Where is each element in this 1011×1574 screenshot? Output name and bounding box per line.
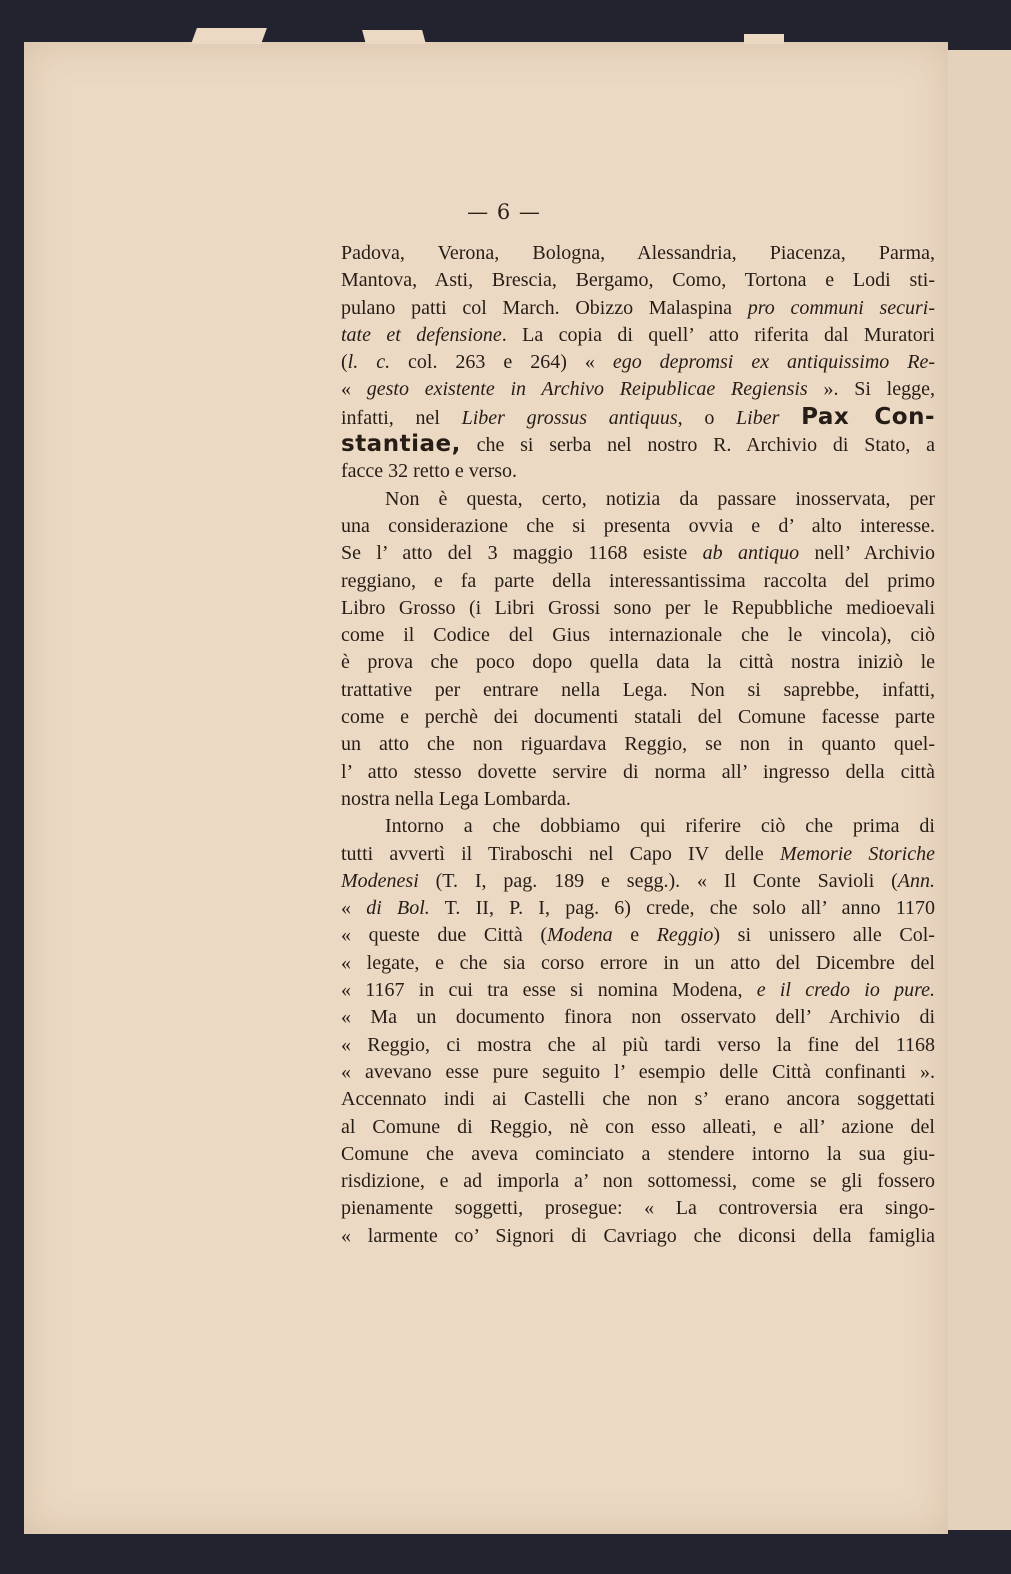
text-line bbox=[341, 431, 935, 458]
text-line bbox=[341, 595, 935, 622]
text-line bbox=[341, 704, 935, 731]
italic-text: Liber grossus antiquus bbox=[461, 406, 678, 429]
text-run: Mantova, Asti, Brescia, Bergamo, Como, Tortona e Lodi sti- bbox=[341, 269, 935, 292]
text-line bbox=[341, 1114, 935, 1141]
text-run: pulano patti col March. Obizzo Malaspina bbox=[341, 296, 748, 319]
text-run: . La copia di quell’ atto riferita dal Muratori bbox=[501, 323, 935, 346]
text-run: « legate, e che sia corso errore in un atto del Dicembre del bbox=[341, 951, 935, 974]
italic-text: tate et defensione bbox=[341, 323, 502, 346]
text-line bbox=[341, 731, 935, 758]
text-run: « avevano esse pure seguito l’ esempio delle Città confinanti ». bbox=[341, 1060, 935, 1083]
italic-text: gesto existente in Archivo Reipublicae Regiensis bbox=[366, 378, 808, 401]
text-run: infatti, nel bbox=[341, 406, 462, 429]
text-run: Non è questa, certo, notizia da passare inosservata, per bbox=[385, 487, 935, 510]
text-run: « queste due Città ( bbox=[341, 924, 548, 947]
text-run: l’ atto stesso dovette servire di norma all’ ingresso della città bbox=[341, 760, 935, 783]
blackletter-text: stantiae, bbox=[341, 431, 461, 458]
text-run: al Comune di Reggio, nè con esso alleati, e all’ azione del bbox=[341, 1115, 935, 1138]
text-line bbox=[341, 977, 935, 1004]
italic-text: di Bol. bbox=[366, 897, 430, 920]
text-run: T. II, P. I, pag. 6) crede, che solo all’ anno 1170 bbox=[429, 897, 935, 920]
text-line bbox=[341, 813, 935, 840]
text-line bbox=[341, 1004, 935, 1031]
text-line bbox=[341, 1086, 935, 1113]
text-run: nell’ Archivio bbox=[799, 542, 935, 565]
text-run: Padova, Verona, Bologna, Alessandria, Piacenza, Parma, bbox=[341, 242, 935, 264]
text-line bbox=[341, 267, 935, 294]
italic-text: Liber bbox=[736, 406, 780, 429]
text-run: (T. I, pag. 189 e segg.). « Il Conte Savioli ( bbox=[418, 869, 898, 892]
text-line bbox=[341, 1059, 935, 1086]
text-run: ». Si legge, bbox=[807, 378, 935, 401]
text-run: facce 32 retto e verso. bbox=[341, 460, 518, 483]
text-line bbox=[341, 295, 935, 322]
italic-text: ego depromsi ex antiquissimo Re- bbox=[612, 351, 935, 374]
italic-text: e il credo io pure. bbox=[756, 979, 935, 1002]
text-run: è prova che poco dopo quella data la città nostra iniziò le bbox=[341, 651, 935, 674]
text-run: nostra nella Lega Lombarda. bbox=[341, 787, 571, 810]
text-run: Libro Grosso (i Libri Grossi sono per le Repubbliche medioevali bbox=[341, 596, 935, 619]
torn-paper-edge bbox=[362, 30, 426, 44]
text-run: che si serba nel nostro R. Archivio di Stato, a bbox=[460, 434, 935, 457]
italic-text: l. c. bbox=[347, 351, 391, 374]
text-line bbox=[341, 349, 935, 376]
next-page-edge bbox=[945, 50, 1011, 1530]
text-line bbox=[341, 513, 935, 540]
italic-text: Ann. bbox=[897, 869, 935, 892]
text-run: e bbox=[612, 924, 657, 947]
text-run: una considerazione che si presenta ovvia e d’ alto interesse. bbox=[341, 514, 935, 537]
text-run: trattative per entrare nella Lega. Non si saprebbe, infatti, bbox=[341, 678, 935, 701]
text-line bbox=[341, 895, 935, 922]
text-run: come e perchè dei documenti statali del Comune facesse parte bbox=[341, 706, 935, 729]
text-run: un atto che non riguardava Reggio, se non in quanto quel- bbox=[341, 733, 935, 756]
italic-text: Memorie Storiche bbox=[779, 842, 935, 865]
text-line bbox=[341, 404, 935, 431]
text-run: risdizione, e ad imporla a’ non sottomessi, come se gli fossero bbox=[341, 1170, 935, 1193]
page-number: — 6 — bbox=[467, 200, 541, 224]
text-line bbox=[341, 1195, 935, 1222]
text-line bbox=[341, 1168, 935, 1195]
text-run: « Ma un documento finora non osservato dell’ Archivio di bbox=[341, 1006, 935, 1029]
text-line bbox=[341, 922, 935, 949]
text-run: Comune che aveva cominciato a stendere intorno la sua giu- bbox=[341, 1142, 935, 1165]
text-run bbox=[779, 407, 801, 429]
italic-text: pro communi securi- bbox=[747, 296, 935, 319]
text-line bbox=[341, 950, 935, 977]
text-run: pienamente soggetti, prosegue: « La controversia era singo- bbox=[341, 1197, 935, 1220]
italic-text: Modenesi bbox=[341, 869, 419, 892]
italic-text: Reggio bbox=[656, 924, 714, 947]
text-line bbox=[341, 649, 935, 676]
text-run: « 1167 in cui tra esse si nomina Modena, bbox=[341, 979, 757, 1002]
text-line bbox=[341, 677, 935, 704]
torn-paper-edge bbox=[744, 34, 784, 44]
text-run: tutti avvertì il Tiraboschi nel Capo IV delle bbox=[341, 842, 780, 865]
text-run: col. 263 e 264) « bbox=[390, 351, 613, 374]
text-run: « Reggio, ci mostra che al più tardi verso la fine del 1168 bbox=[341, 1033, 935, 1056]
text-line bbox=[341, 1032, 935, 1059]
text-run: Accennato indi ai Castelli che non s’ erano ancora soggettati bbox=[341, 1088, 935, 1111]
text-run: « bbox=[341, 378, 367, 401]
text-line bbox=[341, 868, 935, 895]
text-line bbox=[341, 1223, 935, 1250]
text-run: Se l’ atto del 3 maggio 1168 esiste bbox=[341, 542, 703, 565]
text-run: « bbox=[341, 897, 367, 920]
text-run: ( bbox=[341, 351, 348, 374]
text-line bbox=[341, 568, 935, 595]
text-line bbox=[341, 1141, 935, 1168]
text-run: ) si unissero alle Col- bbox=[713, 924, 935, 947]
text-line bbox=[341, 322, 935, 349]
book-page bbox=[24, 42, 948, 1534]
italic-text: ab antiquo bbox=[702, 542, 800, 565]
torn-paper-edge bbox=[191, 28, 267, 44]
body-text bbox=[341, 240, 935, 1250]
text-line bbox=[341, 376, 935, 403]
text-run: Intorno a che dobbiamo qui riferire ciò che prima di bbox=[385, 815, 935, 838]
text-line bbox=[341, 486, 935, 513]
text-line bbox=[341, 786, 935, 813]
text-line bbox=[341, 540, 935, 567]
text-run: , o bbox=[677, 406, 737, 429]
text-run: « larmente co’ Signori di Cavriago che diconsi della famiglia bbox=[341, 1224, 935, 1247]
text-line bbox=[341, 240, 935, 267]
text-run: come il Codice del Gius internazionale che le vincola), ciò bbox=[341, 624, 935, 647]
text-line bbox=[341, 759, 935, 786]
text-run: reggiano, e fa parte della interessantissima raccolta del primo bbox=[341, 569, 935, 592]
italic-text: Modena bbox=[547, 924, 613, 947]
blackletter-text: Pax Con- bbox=[801, 403, 935, 430]
text-line bbox=[341, 622, 935, 649]
text-line bbox=[341, 841, 935, 868]
text-line bbox=[341, 458, 935, 485]
